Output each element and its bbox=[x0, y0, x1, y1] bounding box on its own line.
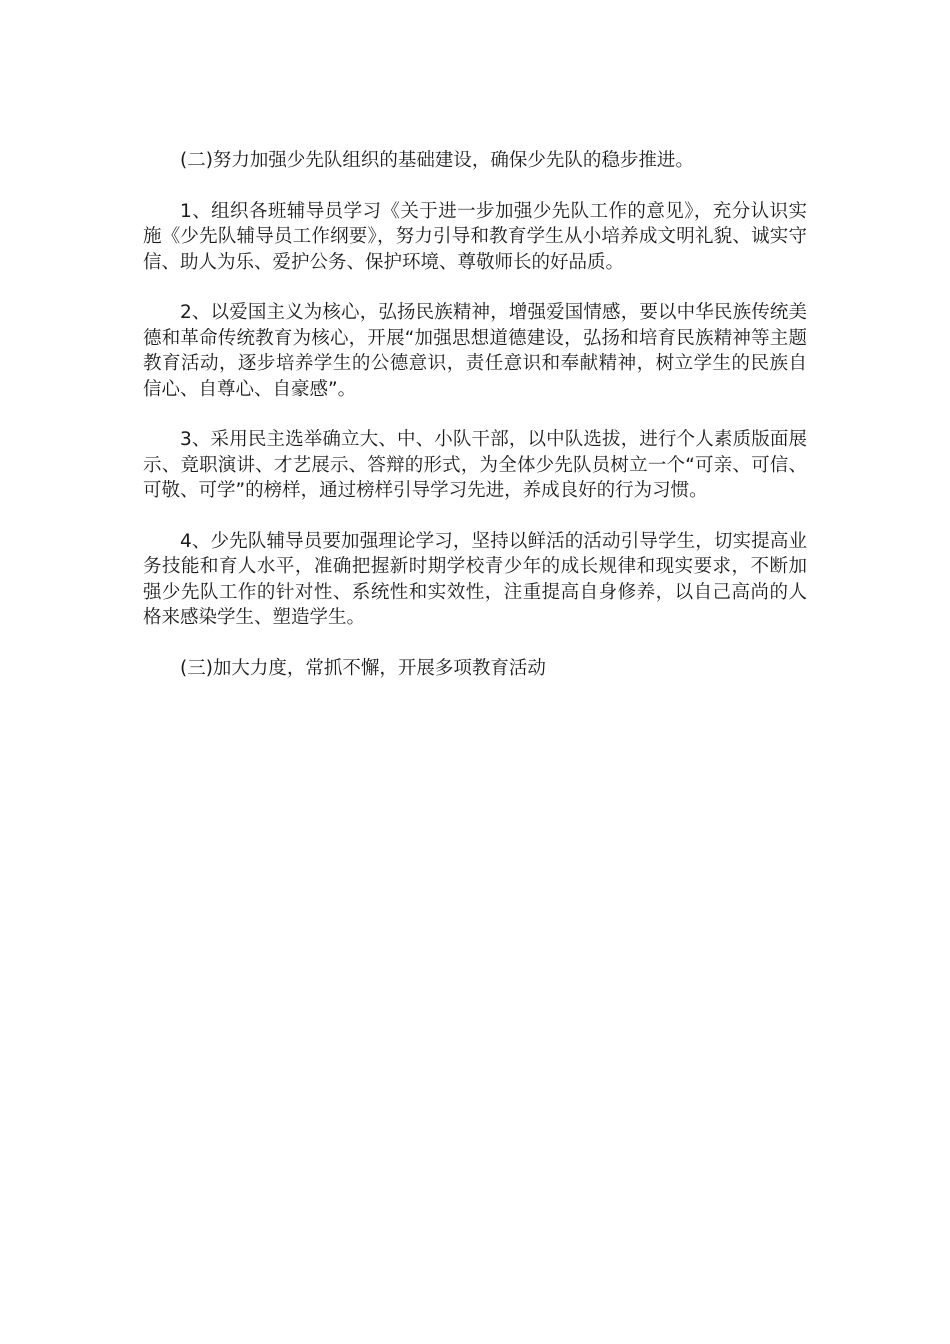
paragraph-item-1: 1、组织各班辅导员学习《关于进一步加强少先队工作的意见》，充分认识实施《少先队辅导员工作纲要》，努力引导和教育学生从小培养成文明礼貌、诚实守信、助人为乐、爱护公务、保护环境、尊敬师长的好品质。 bbox=[143, 200, 807, 273]
section-heading-3: (三)加大力度，常抓不懈，开展多项教育活动 bbox=[180, 657, 546, 679]
section-heading-2: (二)努力加强少先队组织的基础建设，确保少先队的稳步推进。 bbox=[180, 150, 694, 171]
paragraph-item-3: 3、采用民主选举确立大、中、小队干部，以中队选拔，进行个人素质版面展示、竟职演讲、才艺展示、答辩的形式，为全体少先队员树立一个“可亲、可信、可敬、可学”的榜样，通过榜样引导学习先进，养成良好的行为习惯。 bbox=[143, 429, 807, 501]
paragraph-item-4: 4、少先队辅导员要加强理论学习，坚持以鲜活的活动引导学生，切实提高业务技能和育人水平，准确把握新时期学校青少年的成长规律和现实要求，不断加强少先队工作的针对性、系统性和实效性，注重提高自身修养，以自己高尚的人格来感染学生、塑造学生。 bbox=[143, 530, 807, 628]
document-body bbox=[143, 148, 807, 681]
paragraph-item-2: 2、以爱国主义为核心，弘扬民族精神，增强爱国情感，要以中华民族传统美德和革命传统教育为核心，开展“加强思想道德建设，弘扬和培育民族精神等主题教育活动，逐步培养学生的公德意识，责任意识和奉献精神，树立学生的民族自信心、自尊心、自豪感”。 bbox=[143, 302, 807, 400]
